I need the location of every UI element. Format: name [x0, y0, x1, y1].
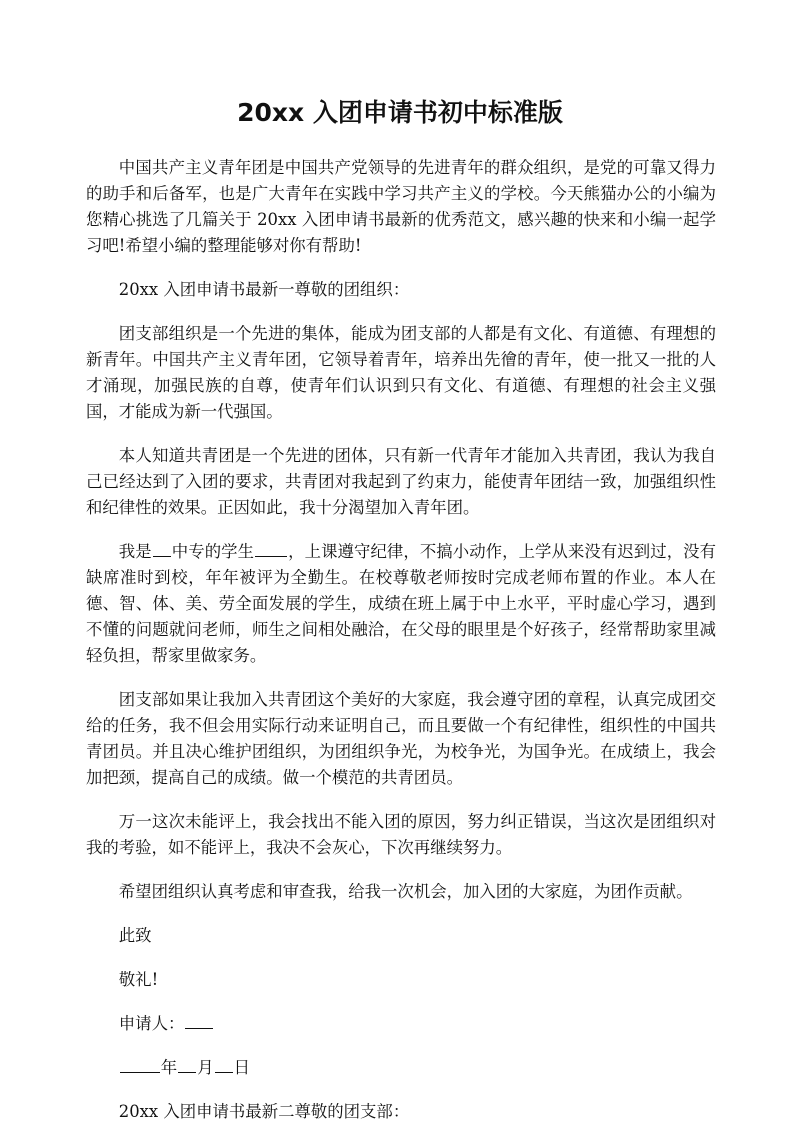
letter2-heading: 20xx 入团申请书最新二尊敬的团支部：	[118, 1102, 410, 1121]
applicant-blank	[185, 1011, 213, 1029]
letter1-paragraph-5: 万一这次未能评上，我会找出不能入团的原因，努力纠正错误，当这次是团组织对我的考验，如不能评上，我决不会灰心，下次再继续努力。	[86, 812, 716, 857]
applicant-label: 申请人：	[118, 1014, 185, 1033]
day-blank	[215, 1055, 233, 1073]
date-month-label: 月	[197, 1058, 214, 1077]
letter1-heading: 20xx 入团申请书最新一尊敬的团组织：	[118, 280, 410, 299]
date-day-label: 日	[233, 1058, 250, 1077]
closing-line-1: 此致	[118, 926, 152, 945]
document-body	[86, 155, 716, 1143]
document-title: 20xx 入团申请书初中标准版	[237, 98, 563, 127]
class-blank	[255, 539, 287, 557]
school-blank	[153, 539, 171, 557]
letter1-paragraph-2: 本人知道共青团是一个先进的团体，只有新一代青年才能加入共青团，我认为我自己已经达到了入团的要求，共青团对我起到了约束力，能使青年团结一致，加强组织性和纪律性的效果。正因如此，我十分渴望加入青年团。	[86, 446, 716, 517]
month-blank	[178, 1055, 196, 1073]
letter1-paragraph-1: 团支部组织是一个先进的集体，能成为团支部的人都是有文化、有道德、有理想的新青年。中国共产主义青年团，它领导着青年，培养出先徻的青年，使一批又一批的人才涌现，加强民族的自尊，使青年们认识到只有文化、有道德、有理想的社会主义强国，才能成为新一代强国。	[86, 324, 716, 421]
year-blank	[120, 1055, 160, 1073]
letter1-paragraph-3	[86, 539, 716, 669]
p3-text-a: 我是	[118, 542, 152, 561]
p3-text-c: ，上课遵守纪律，不搞小动作，上学从来没有迟到过，没有缺席准时到校，年年被评为全勤生。在校尊敬老师按时完成老师布置的作业。本人在德、智、体、美、劳全面发展的学生，成绩在班上属于中上水平，平时虚心学习，遇到不懂的问题就问老师，师生之间相处融洽，在父母的眼里是个好孩子，经常帮助家里减轻负担，帮家里做家务。	[86, 542, 717, 665]
closing-line-2: 敬礼!	[118, 970, 159, 989]
p3-text-b: 中专的学生	[171, 542, 255, 561]
intro-paragraph: 中国共产主义青年团是中国共产党领导的先进青年的群众组织，是党的可靠又得力的助手和后备军，也是广大青年在实践中学习共产主义的学校。今天熊猫办公的小编为您精心挑选了几篇关于 20xx 入团申请书最新的优秀范文，感兴趣的快来和小编一起学习吧!希望小编的整理能够对你有帮助!	[86, 158, 716, 255]
date-year-label: 年	[160, 1058, 178, 1077]
letter1-paragraph-4: 团支部如果让我加入共青团这个美好的大家庭，我会遵守团的章程，认真完成团交给的任务，我不但会用实际行动来证明自己，而且要做一个有纪律性，组织性的中国共青团员。并且决心维护团组织，为团组织争光，为校争光，为国争光。在成绩上，我会加把颈，提高自己的成绩。做一个模范的共青团员。	[86, 690, 716, 787]
letter1-paragraph-6: 希望团组织认真考虑和审查我，给我一次机会，加入团的大家庭，为团作贡献。	[118, 882, 693, 901]
date-line	[86, 1055, 716, 1081]
applicant-line	[86, 1011, 716, 1037]
